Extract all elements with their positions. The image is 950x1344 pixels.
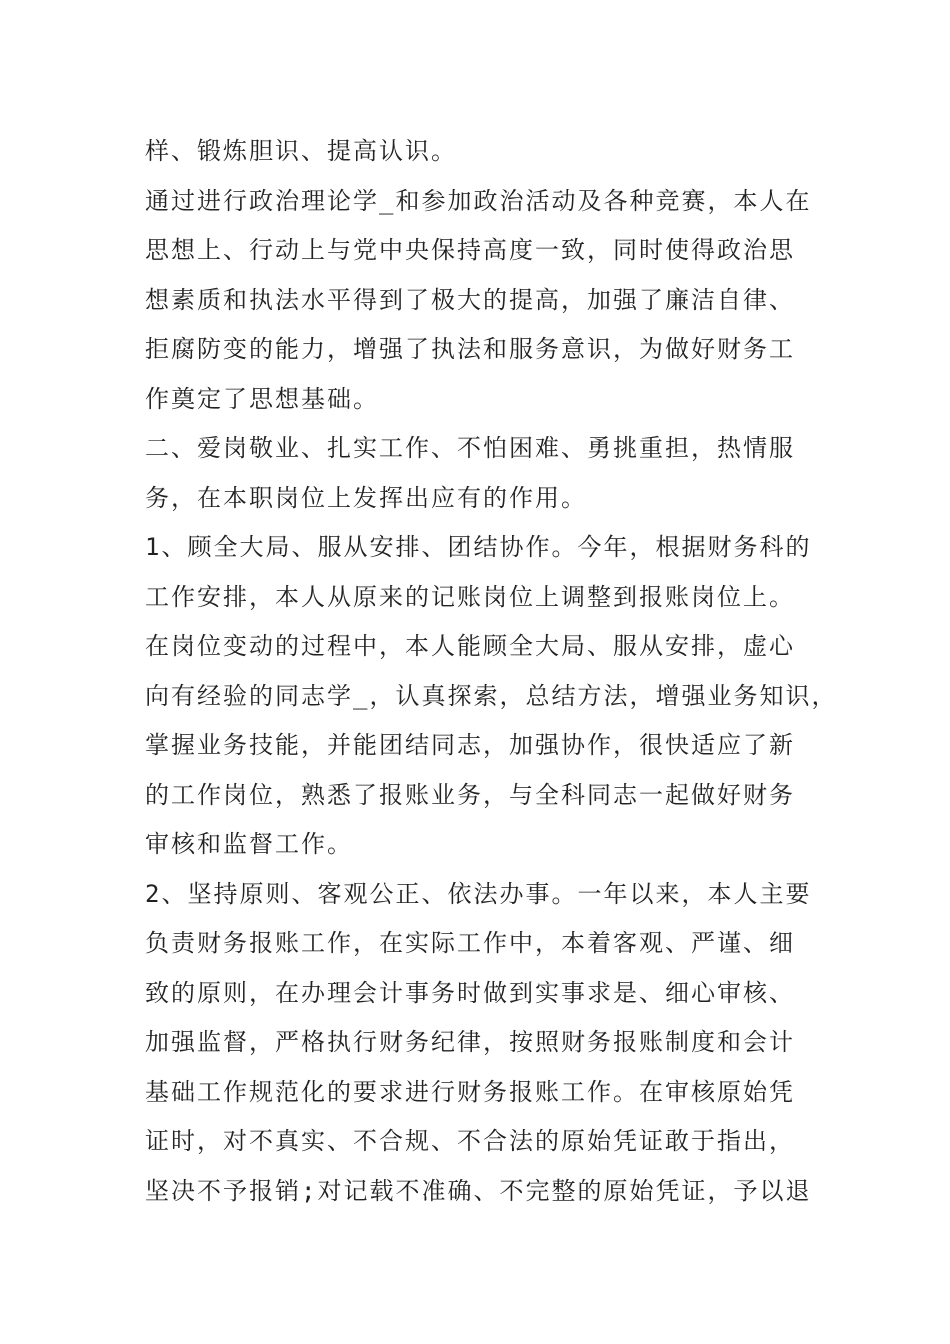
document-body [145,131,838,1220]
text-line: 掌握业务技能，并能团结同志，加强协作，很快适应了新 [145,731,795,759]
text-line: 审核和监督工作。 [145,830,353,858]
text-line: 坚决不予报销;对记载不准确、不完整的原始凭证，予以退 [145,1176,812,1205]
text-line: 拒腐防变的能力，增强了执法和服务意识，为做好财务工 [145,335,795,363]
text-line: 务，在本职岗位上发挥出应有的作用。 [145,483,587,512]
text-line: 负责财务报账工作，在实际工作中，本着客观、严谨、细 [145,929,795,957]
text-line: 向有经验的同志学_，认真探索，总结方法，增强业务知识， [145,681,838,710]
text-line: 在岗位变动的过程中，本人能顾全大局、服从安排，虚心 [145,632,795,660]
text-line: 想素质和执法水平得到了极大的提高，加强了廉洁自律、 [145,285,795,314]
text-line: 通过进行政治理论学_和参加政治活动及各种竞赛，本人在 [145,186,812,215]
text-line: 思想上、行动上与党中央保持高度一致，同时使得政治思 [145,236,795,264]
text-line: 1、顾全大局、服从安排、团结协作。今年，根据财务科的 [145,533,812,561]
text-line: 样、锻炼胆识、提高认识。 [145,137,457,165]
text-line: 工作安排，本人从原来的记账岗位上调整到报账岗位上。 [145,582,795,611]
text-line: 的工作岗位，熟悉了报账业务，与全科同志一起做好财务 [145,780,795,809]
text-line: 加强监督，严格执行财务纪律，按照财务报账制度和会计 [145,1028,795,1056]
text-line: 基础工作规范化的要求进行财务报账工作。在审核原始凭 [145,1077,795,1106]
text-line: 作奠定了思想基础。 [145,384,379,413]
text-line: 二、爱岗敬业、扎实工作、不怕困难、勇挑重担，热情服 [145,434,795,462]
text-line: 2、坚持原则、客观公正、依法办事。一年以来，本人主要 [145,879,812,908]
text-line: 证时，对不真实、不合规、不合法的原始凭证敢于指出， [145,1127,795,1155]
text-line: 致的原则，在办理会计事务时做到实事求是、细心审核、 [145,978,795,1007]
